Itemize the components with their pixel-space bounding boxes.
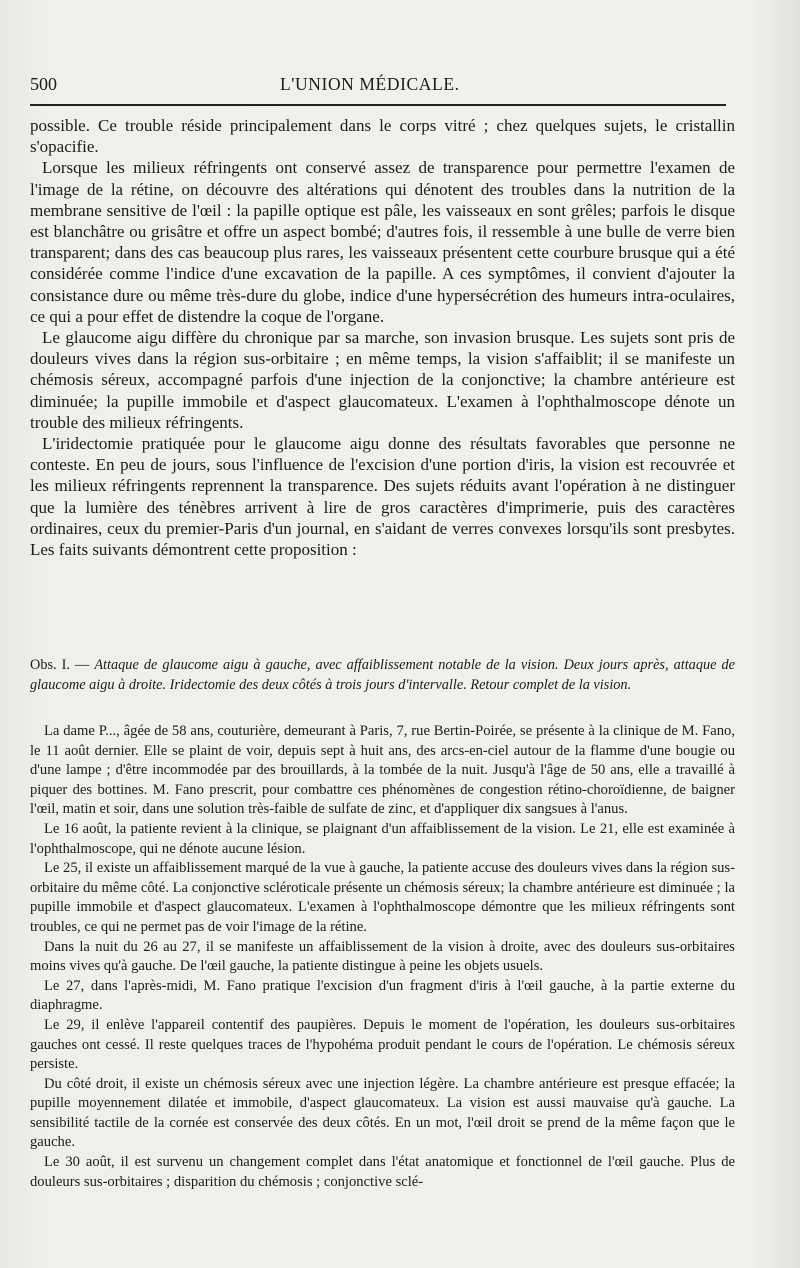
paragraph: possible. Ce trouble réside principalement dans le corps vitré ; chez quelques sujets, le cristallin s'opacifie. [30, 116, 735, 157]
case-paragraph: Le 25, il existe un affaiblissement marqué de la vue à gauche, la patiente accuse des douleurs vives dans la région sus-orbitaire du même côté. La conjonctive scléroticale présente un chémosis séreux; la chambre antérieure est diminuée ; la pupille immobile et d'aspect glaucomateux. L'examen à l'ophthalmoscope démontre que les milieux réfringents sont troubles, ce qui ne permet pas de voir l'image de la rétine. [30, 860, 735, 935]
paragraph: L'iridectomie pratiquée pour le glaucome aigu donne des résultats favorables que personne ne conteste. En peu de jours, sous l'influence de l'excision d'une portion d'iris, la vision est recouvrée et les milieux réfringents reprennent la transparence. Des sujets réduits avant l'opération à ne distinguer que la lumière des ténèbres arrivent à lire de gros caractères d'imprimerie, puis des caractères ordinaires, ceux du premier-Paris d'un journal, en s'aidant de verres convexes lorsqu'ils sont presbytes. Les faits suivants démontrent cette proposition : [30, 434, 735, 560]
page-header [30, 72, 735, 100]
observation-heading [30, 656, 735, 696]
case-paragraph: Du côté droit, il existe un chémosis séreux avec une injection légère. La chambre antérieure est presque effacée; la pupille moyennement dilatée et immobile, d'aspect glaucomateux. La vision est aussi mauvaise qu'à gauche. La sensibilité tactile de la cornée est conservée des deux côtés. En un mot, l'œil droit se prend de la même façon que le gauche. [30, 1075, 735, 1151]
paragraph: Lorsque les milieux réfringents ont conservé assez de transparence pour permettre l'examen de l'image de la rétine, on découvre des altérations qui dénotent des troubles dans la nutrition de la membrane sensitive de l'œil : la papille optique est pâle, les vaisseaux en sont grêles; parfois le disque est blanchâtre ou grisâtre et offre un aspect bombé; d'autres fois, il ressemble à une bulle de verre bien transparent; dans des cas beaucoup plus rares, les vaisseaux présentent cette courbure brusque qui a été considérée comme l'indice d'une excavation de la papille. A ces symptômes, il convient d'ajouter la consistance dure ou même très-dure du globe, indice d'une hypersécrétion des humeurs intra-oculaires, ce qui a pour effet de distendre la coque de l'organe. [30, 158, 735, 326]
header-rule [30, 104, 726, 106]
case-paragraph: Dans la nuit du 26 au 27, il se manifeste un affaiblissement de la vision à droite, avec des douleurs sus-orbitaires moins vives qu'à gauche. De l'œil gauche, la patiente distingue à peine les objets usuels. [30, 938, 735, 975]
observation-title: Attaque de glaucome aigu à gauche, avec affaiblissement notable de la vision. Deux jours après, attaque de glaucome aigu à droite. Iridectomie des deux côtés à trois jours d'intervalle. Retour complet de la vision. [30, 657, 735, 693]
case-paragraph: La dame P..., âgée de 58 ans, couturière, demeurant à Paris, 7, rue Bertin-Poirée, se présente à la clinique de M. Fano, le 11 août dernier. Elle se plaint de voir, depuis sept à huit ans, des arcs-en-ciel autour de la flamme d'une bougie ou d'une lampe ; d'être incommodée par des brouillards, à la tombée de la nuit. Jusqu'à l'âge de 50 ans, elle a travaillé à piquer des bottines. M. Fano prescrit, pour combattre ces phénomènes de congestion rétino-choroïdienne, de baigner l'œil, matin et soir, dans une solution très-faible de sulfate de zinc, et d'appliquer dix sangsues à l'anus. [30, 723, 735, 818]
case-paragraph: Le 30 août, il est survenu un changement complet dans l'état anatomique et fonctionnel de l'œil gauche. Plus de douleurs sus-orbitaires ; disparition du chémosis ; conjonctive sclé- [30, 1154, 735, 1190]
journal-title: L'UNION MÉDICALE. [280, 74, 460, 94]
paragraph: Le glaucome aigu diffère du chronique par sa marche, son invasion brusque. Les sujets sont pris de douleurs vives dans la région sus-orbitaire ; en même temps, la vision s'affaiblit; il se manifeste un chémosis séreux, accompagné parfois d'une injection de la conjonctive; la chambre antérieure est diminuée; la pupille immobile et d'aspect glaucomateux. L'examen à l'ophthalmoscope dénote un trouble des milieux réfringents. [30, 328, 735, 432]
case-paragraph: Le 29, il enlève l'appareil contentif des paupières. Depuis le moment de l'opération, les douleurs sus-orbitaires gauches ont cessé. Il reste quelques traces de l'hypohéma produit pendant le cours de l'opération. Le chémosis séreux persiste. [30, 1016, 735, 1073]
main-text [30, 115, 735, 560]
case-paragraph: Le 27, dans l'après-midi, M. Fano pratique l'excision d'un fragment d'iris à l'œil gauche, à la partie externe du diaphragme. [30, 977, 735, 1014]
observation-label: Obs. I. — [30, 657, 90, 673]
case-paragraph: Le 16 août, la patiente revient à la clinique, se plaignant d'un affaiblissement de la vision. Le 21, elle est examinée à l'ophthalmoscope, qui ne dénote aucune lésion. [30, 820, 735, 857]
page-number: 500 [30, 74, 57, 94]
case-text [30, 722, 735, 1192]
